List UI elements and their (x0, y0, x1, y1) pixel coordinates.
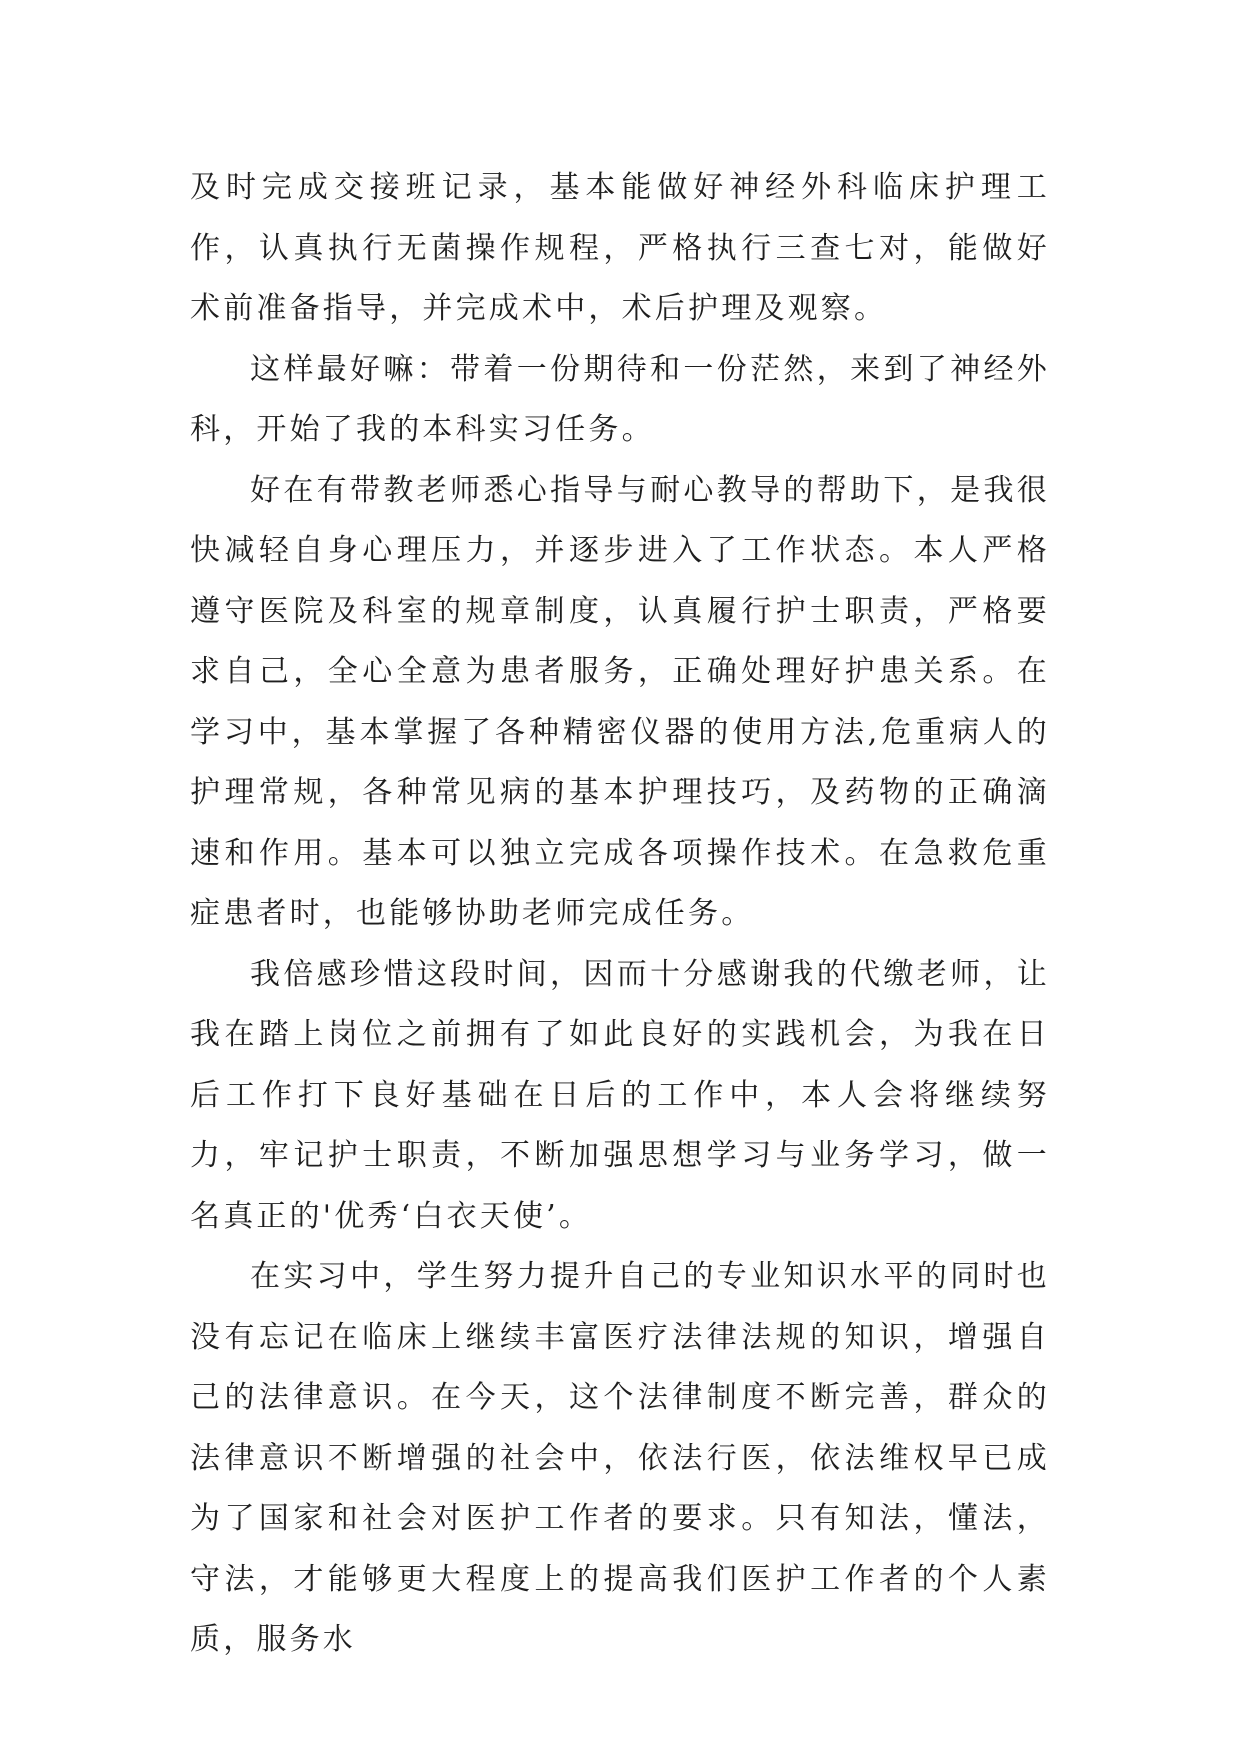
paragraph: 好在有带教老师悉心指导与耐心教导的帮助下，是我很快减轻自身心理压力，并逐步进入了工作状态。本人严格遵守医院及科室的规章制度，认真履行护士职责，严格要求自己，全心全意为患者服务，正确处理好护患关系。在学习中，基本掌握了各种精密仪器的使用方法,危重病人的护理常规，各种常见病的基本护理技巧，及药物的正确滴速和作用。基本可以独立完成各项操作技术。在急救危重症患者时，也能够协助老师完成任务。 (190, 472, 1050, 931)
paragraph: 我倍感珍惜这段时间，因而十分感谢我的代缴老师，让我在踏上岗位之前拥有了如此良好的实践机会，为我在日后工作打下良好基础在日后的工作中，本人会将继续努力，牢记护士职责，不断加强思想学习与业务学习，做一名真正的'优秀‘白衣天使’。 (190, 956, 1050, 1234)
paragraph-continued: 及时完成交接班记录，基本能做好神经外科临床护理工作，认真执行无菌操作规程，严格执行三查七对，能做好术前准备指导，并完成术中，术后护理及观察。 (190, 170, 1050, 326)
paragraph: 在实习中，学生努力提升自己的专业知识水平的同时也没有忘记在临床上继续丰富医疗法律法规的知识，增强自己的法律意识。在今天，这个法律制度不断完善，群众的法律意识不断增强的社会中，依法行医，依法维权早已成为了国家和社会对医护工作者的要求。只有知法，懂法，守法，才能够更大程度上的提高我们医护工作者的个人素质，服务水 (190, 1259, 1050, 1657)
document-body (190, 158, 1050, 1671)
paragraph: 这样最好嘛：带着一份期待和一份茫然，来到了神经外科，开始了我的本科实习任务。 (190, 351, 1050, 447)
